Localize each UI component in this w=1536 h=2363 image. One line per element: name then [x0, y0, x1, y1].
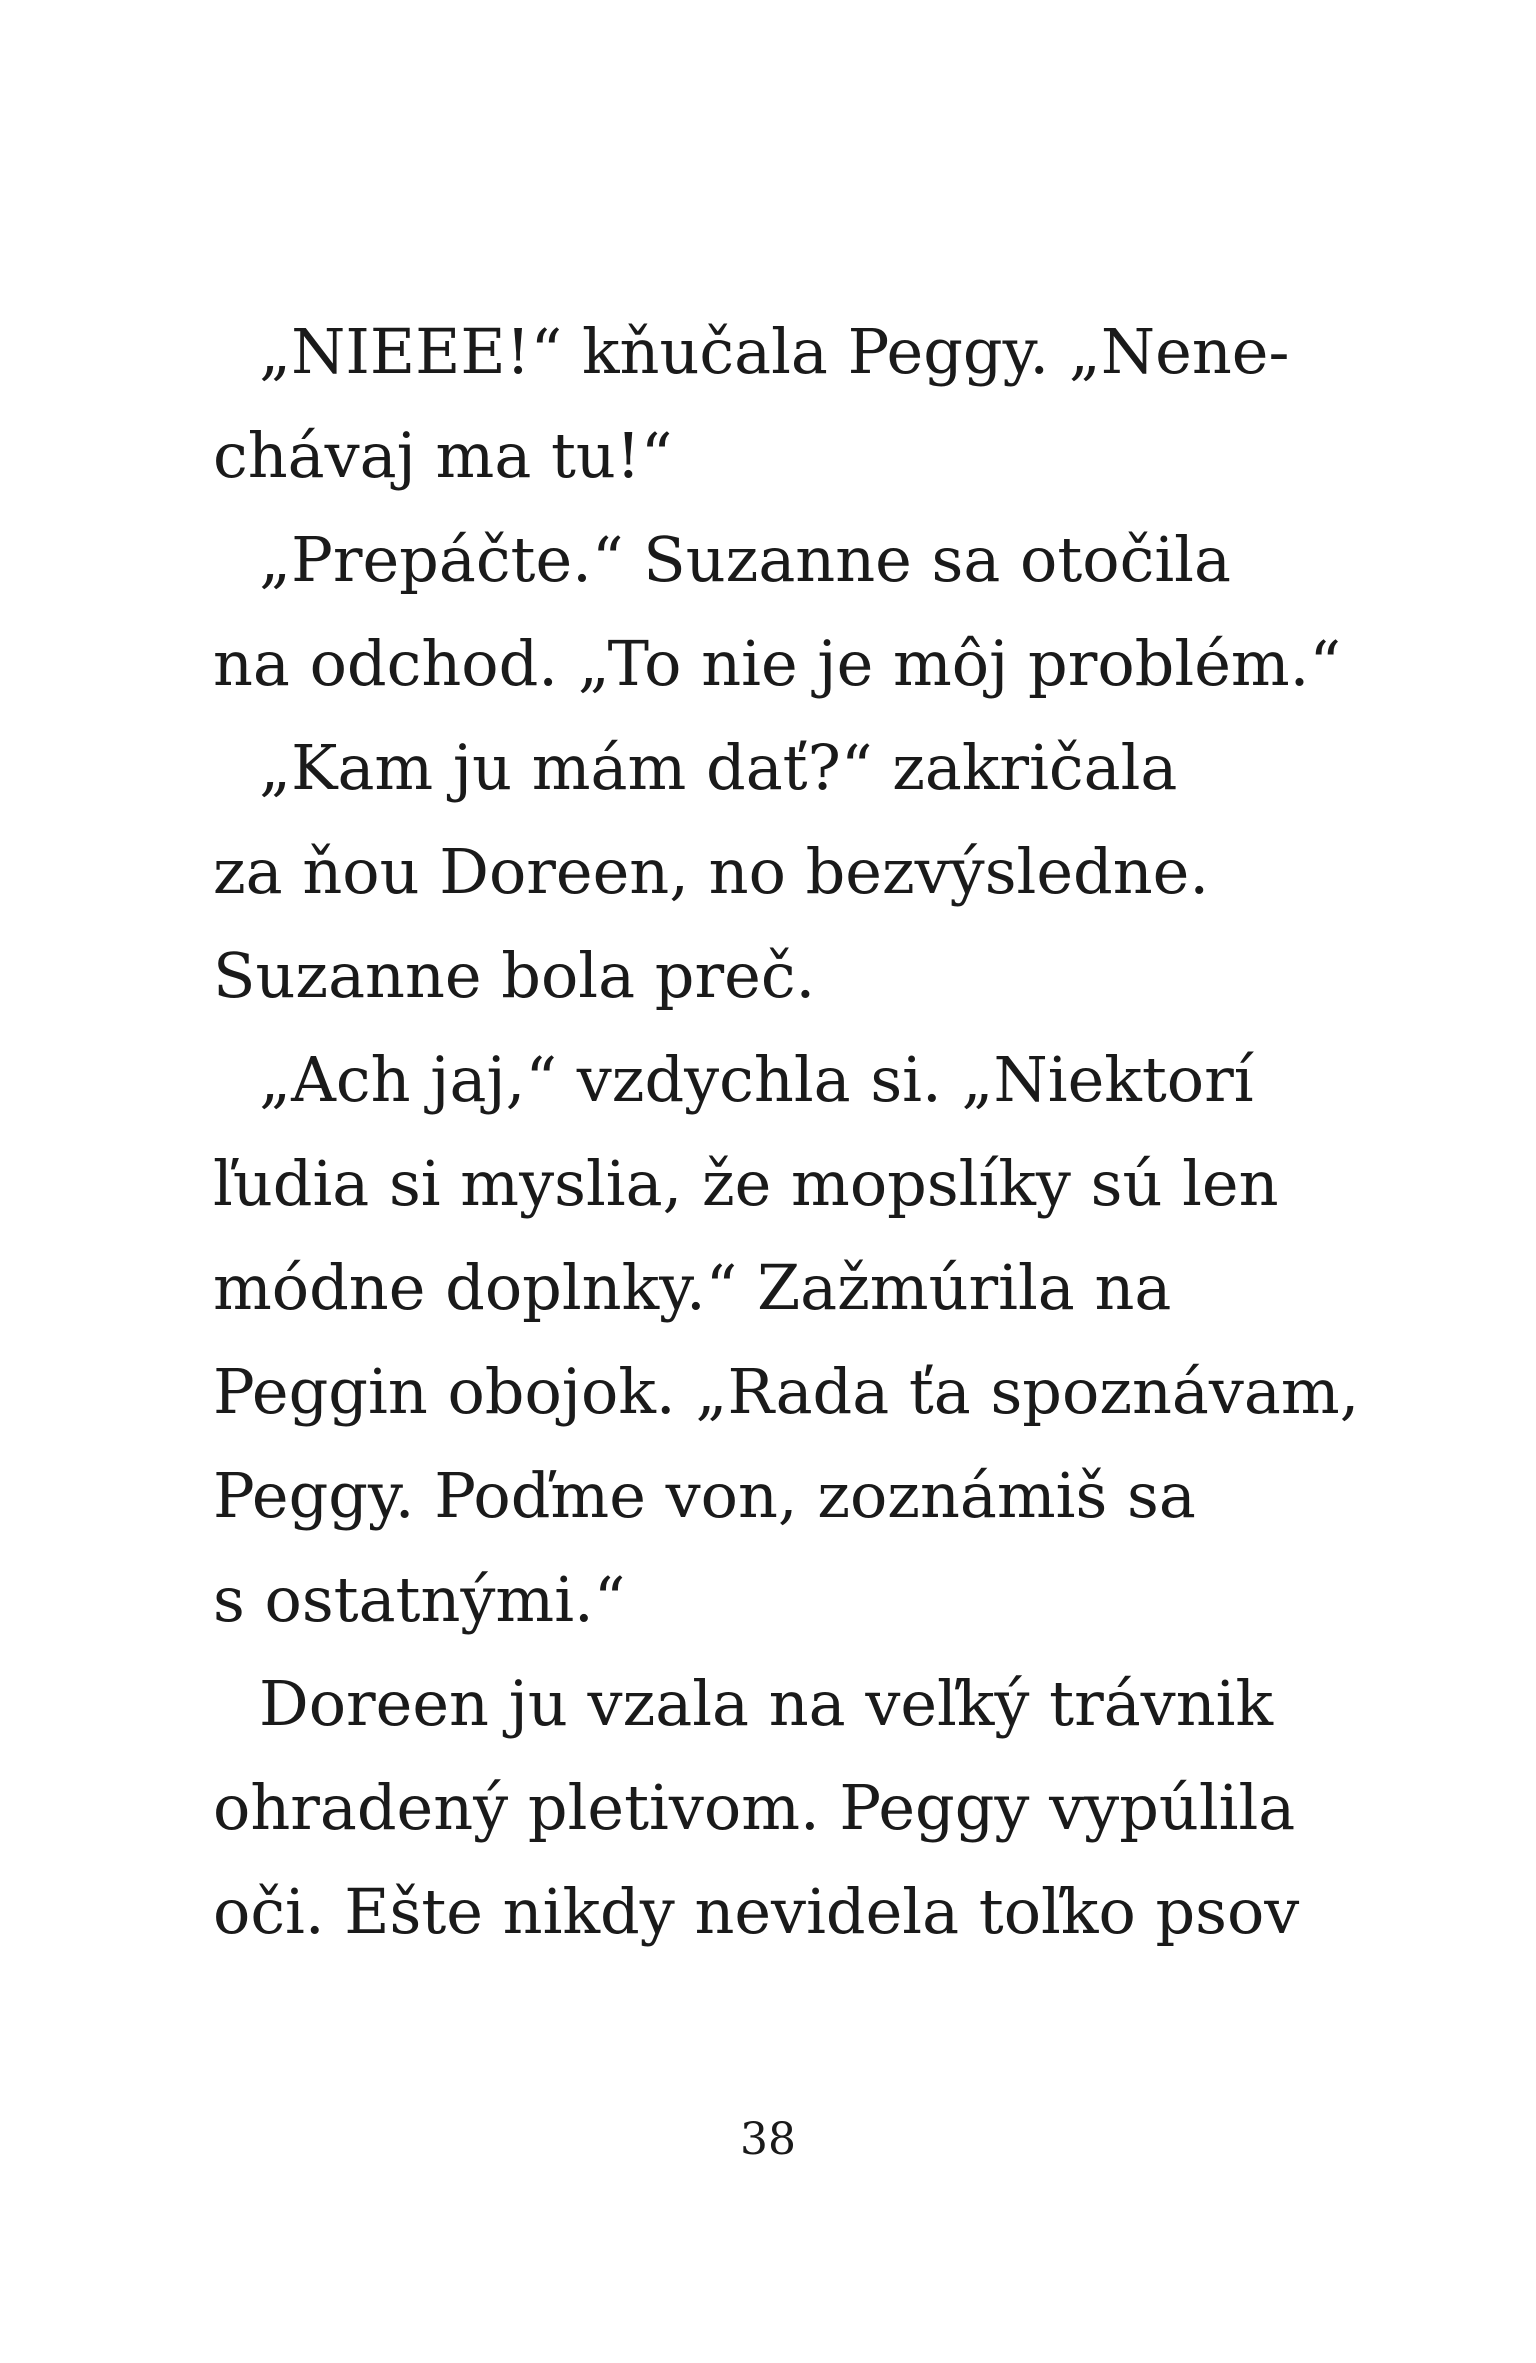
text-line: chávaj ma tu!“: [213, 419, 673, 492]
text-line: Peggin obojok. „Rada ťa spoznávam,: [213, 1355, 1360, 1428]
text-line: ľudia si myslia, že mopslíky sú len: [213, 1147, 1279, 1220]
text-line: na odchod. „To nie je môj problém.“: [213, 627, 1342, 700]
text-line: „Kam ju mám dať?“ zakričala: [259, 731, 1178, 804]
text-line: ohradený pletivom. Peggy vypúlila: [213, 1771, 1296, 1844]
text-line: oči. Ešte nikdy nevidela toľko psov: [213, 1875, 1300, 1948]
text-line: s ostatnými.“: [213, 1563, 626, 1636]
text-line: módne doplnky.“ Zažmúrila na: [213, 1251, 1172, 1324]
body-text: [213, 300, 1360, 1964]
text-line: „Ach jaj,“ vzdychla si. „Niektorí: [259, 1043, 1254, 1116]
page-number: 38: [740, 2114, 796, 2165]
text-line: Suzanne bola preč.: [213, 939, 816, 1012]
text-line: Peggy. Poďme von, zoznámiš sa: [213, 1459, 1196, 1532]
text-line: „Prepáčte.“ Suzanne sa otočila: [259, 523, 1231, 596]
text-line: za ňou Doreen, no bezvýsledne.: [213, 835, 1210, 908]
text-line: Doreen ju vzala na veľký trávnik: [259, 1667, 1274, 1740]
text-line: „NIEEE!“ kňučala Peggy. „Nene-: [259, 315, 1290, 388]
